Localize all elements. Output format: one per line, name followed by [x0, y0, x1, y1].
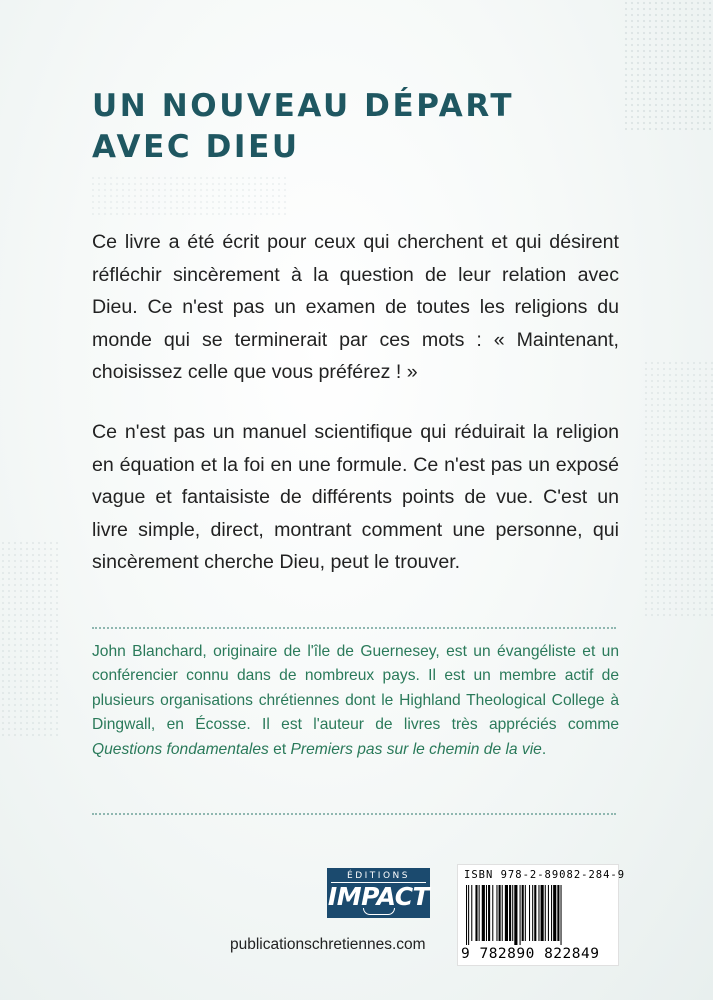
author-bio-text: John Blanchard, originaire de l'île de Guernesey, est un évangéliste et un conférencier connu dans de nombreux pays. Il est un membre actif de plusieurs organisations chrétiennes dont le Highland Theological College à Dingwall, en Écosse. Il est l'auteur de livres très appréciés comme: [92, 643, 619, 734]
barcode-bar: [502, 885, 503, 941]
barcode-bar: [496, 885, 497, 941]
decorative-dot-pattern: [90, 175, 290, 215]
barcode-bar: [479, 885, 480, 941]
ean-number: 9 782890 822849: [461, 946, 600, 962]
barcode-bar: [505, 885, 508, 941]
barcode-bar: [475, 885, 477, 941]
author-bio-end: .: [541, 740, 547, 758]
open-book-icon: [363, 908, 395, 915]
barcode-bar: [482, 885, 485, 941]
barcode-box: [457, 864, 626, 966]
publisher-website: publicationschretiennes.com: [230, 936, 426, 953]
barcode-bar: [532, 885, 533, 941]
barcode-bar: [557, 885, 559, 941]
book-title-line-2: AVEC DIEU: [92, 129, 300, 165]
barcode-bar: [538, 885, 539, 941]
barcode-bar: [499, 885, 501, 941]
barcode-bar: [525, 885, 526, 941]
barcode-bar: [512, 885, 513, 941]
dotted-divider-bottom: [92, 813, 616, 815]
barcode-bar: [551, 885, 552, 941]
dotted-divider-top: [92, 627, 616, 629]
barcode-bar: [553, 885, 556, 941]
book-title-line-1: UN NOUVEAU DÉPART: [92, 88, 515, 124]
book-title-premiers-pas: Premiers pas sur le chemin de la vie: [290, 740, 542, 758]
decorative-dot-pattern: [643, 360, 713, 620]
isbn-label: ISBN 978-2-89082-284-9: [464, 869, 626, 881]
author-bio-connector: et: [268, 740, 291, 758]
description-paragraph-2: Ce n'est pas un manuel scientifique qui réduirait la religion en équation et la foi en une formule. Ce n'est pas un exposé vague et fantaisiste de différents points de vue. C'est un livre simple, direct, montrant comment une personne, qui sincèrement cherche Dieu, peut le trouver.: [92, 421, 619, 574]
barcode-bar: [545, 885, 546, 941]
barcode-icon: [466, 885, 612, 945]
barcode-bar: [509, 885, 511, 941]
publisher-logo-top: ÉDITIONS: [331, 868, 426, 883]
publisher-logo-main: IMPACT: [327, 882, 430, 911]
barcode-bar: [541, 885, 544, 941]
barcode-bar: [468, 885, 469, 945]
barcode-bar: [492, 885, 493, 941]
barcode-bar: [520, 885, 521, 945]
barcode-bar: [529, 885, 530, 941]
barcode-bar: [471, 885, 472, 941]
barcode-bar: [486, 885, 487, 941]
description-paragraph-1: Ce livre a été écrit pour ceux qui cherchent et qui désirent réfléchir sincèrement à la question de leur relation avec Dieu. Ce n'est pas un examen de toutes les religions du monde qui se terminerait par ces mots : « Maintenant, choisissez celle que vous préférez ! »: [92, 231, 619, 384]
book-title: [92, 86, 514, 168]
barcode-bar: [522, 885, 524, 941]
book-title-questions-fondamentales: Questions fondamentales: [92, 740, 269, 758]
barcode-bar: [466, 885, 467, 945]
barcode-bar: [548, 885, 549, 941]
author-bio: [92, 640, 619, 762]
barcode-bar: [488, 885, 490, 941]
decorative-dot-pattern: [0, 540, 60, 740]
barcode-bar: [514, 885, 517, 945]
barcode-bar: [561, 885, 562, 945]
decorative-dot-pattern: [623, 0, 713, 130]
publisher-logo: [327, 868, 430, 918]
barcode-bar: [534, 885, 536, 941]
